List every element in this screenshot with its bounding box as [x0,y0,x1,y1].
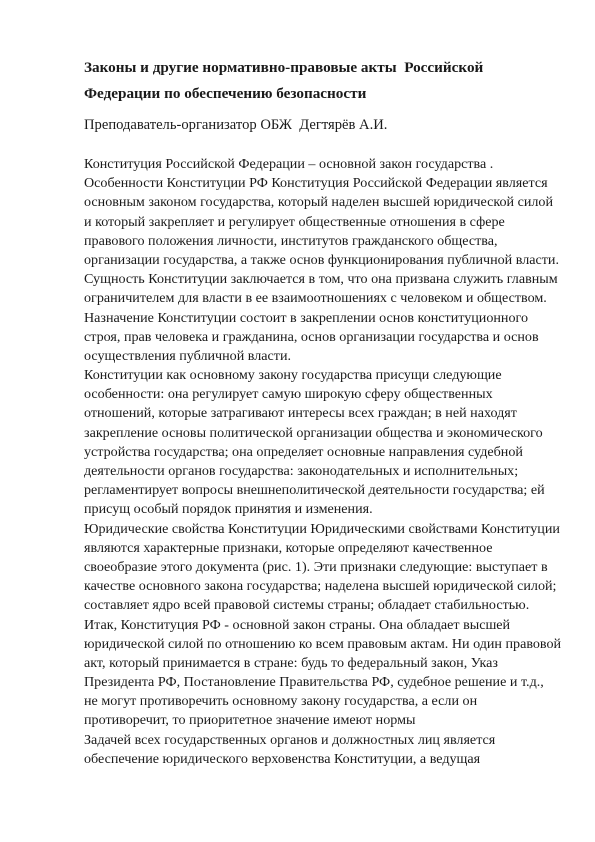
body-line: правового положения личности, институтов гражданского общества, [84,232,498,249]
body-line: не могут противоречить основному закону государства, а если он [84,693,478,710]
body-line: противоречит, то приоритетное значение имеют нормы [84,712,416,729]
body-line: отношений, которые затрагивают интересы всех граждан; в ней находят [84,405,517,422]
body-line: Президента РФ, Постановление Правительства РФ, судебное решение и т.д., [84,674,544,691]
document-title [84,55,544,107]
body-line: являются характерные признаки, которые определяют качественное [84,539,493,556]
body-line: Особенности Конституции РФ Конституция Российской Федерации является [84,175,548,192]
body-line: юридической силой по отношению ко всем правовым актам. Ни один правовой [84,635,562,652]
body-line: ограничителем для власти в ее взаимоотношениях с человеком и обществом. [84,290,547,307]
body-line: Назначение Конституции состоит в закреплении основ конституционного [84,309,529,326]
body-line: Конституции как основному закону государства присущи следующие [84,367,502,384]
body-line: и который закрепляет и регулирует общественные отношения в сфере [84,213,505,230]
body-line: организации государства, а также основ функционирования публичной власти. [84,251,559,268]
body-line: закрепление основы политической организации общества и экономического [84,424,543,441]
body-line: Задачей всех государственных органов и должностных лиц является [84,731,496,748]
body-line: своеобразие этого документа (рис. 1). Эти признаки следующие: выступает в [84,558,548,575]
body-line: строя, прав человека и гражданина, основ организации государства и основ [84,328,539,345]
title-line-1: Законы и другие нормативно-правовые акты Российской [84,59,484,76]
title-line-2: Федерации по обеспечению безопасности [84,85,367,102]
body-line: деятельности органов государства: законодательных и исполнительных; [84,463,519,479]
body-line: устройства государства; она определяет основные направления судебной [84,443,523,460]
document-body [84,155,562,769]
body-line: обеспечение юридического верховенства Конституции, а ведущая [84,750,481,767]
body-line: Сущность Конституции заключается в том, что она призвана служить главным [84,271,558,288]
author-line: Преподаватель-организатор ОБЖ Дегтярёв А.И. [84,117,388,133]
body-line: Итак, Конституция РФ - основной закон страны. Она обладает высшей [84,616,511,633]
body-line: осуществления публичной власти. [84,347,292,364]
body-line: акт, который принимается в стране: будь то федеральный закон, Указ [84,654,498,671]
body-line: присущ особый порядок принятия и изменения. [84,501,373,518]
body-line: Юридические свойства Конституции Юридическими свойствами Конституции [84,520,560,537]
body-line: особенности: она регулирует самую широкую сферу общественных [84,386,493,403]
body-line: Конституция Российской Федерации – основной закон государства . [84,156,494,172]
body-line: регламентирует вопросы внешнеполитической деятельности государства; ей [84,482,545,499]
body-line: составляет ядро всей правовой системы страны; обладает стабильностью. [84,597,530,614]
body-line: качестве основного закона государства; наделена высшей юридической силой; [84,578,557,595]
body-line: основным законом государства, который наделен высшей юридической силой [84,194,554,211]
